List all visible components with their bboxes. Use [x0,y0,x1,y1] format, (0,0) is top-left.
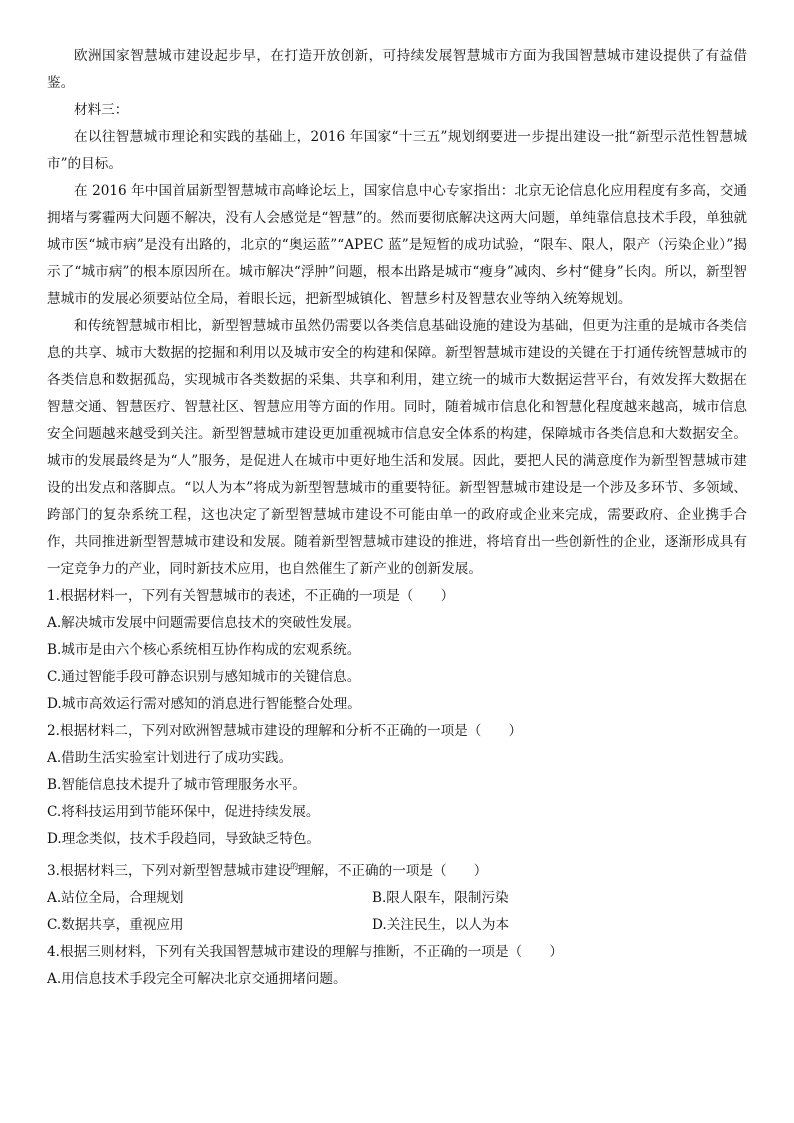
exam-page [47,43,747,993]
question-3-options-row-1 [47,885,747,912]
question-3-stem-before: 3.根据材料三，下列对新型智慧城市建设 [47,863,292,879]
question-4-stem: 4.根据三则材料，下列有关我国智慧城市建设的理解与推断，不正确的一项是（ ） [47,944,563,960]
question-3-option-a[interactable]: A.站位全局，合理规划 [47,890,184,906]
question-2-option-b[interactable]: B.智能信息技术提升了城市管理服务水平。 [47,777,306,793]
material-three-heading: 材料三： [74,102,129,118]
question-3-option-c[interactable]: C.数据共享，重视应用 [47,917,184,933]
question-2-stem: 2.根据材料二，下列对欧洲智慧城市建设的理解和分析不正确的一项是（ ） [47,723,523,739]
question-3-stem-after: 理解，不正确的一项是（ ） [297,863,488,879]
question-3-stem-superscript: 的 [290,862,299,871]
question-1 [47,583,747,718]
question-1-option-c[interactable]: C.通过智能手段可静态识别与感知城市的关键信息。 [47,669,361,685]
paragraph-new-smart-city: 和传统智慧城市相比，新型智慧城市虽然仍需要以各类信息基础设施的建设为基础，但更为注重的是城市各类信息的共享、城市大数据的挖掘和利用以及城市安全的构建和保障。新型智慧城市建设的关键在于打通传统智慧城市的各类信息和数据孤岛，实现城市各类数据的采集、共享和利用，建立统一的城市大数据运营平台，有效发挥大数据在智慧交通、智慧医疗、智慧社区、智慧应用等方面的作用。同时，随着城市信息化和智慧化程度越来越高，城市信息安全问题越来越受到关注。新型智慧城市建设更加重视城市信息安全体系的构建，保障城市各类信息和大数据安全。城市的发展最终是为“人”服务，是促进人在城市中更好地生活和发展。因此，要把人民的满意度作为新型智慧城市建设的出发点和落脚点。“以人为本”将成为新型智慧城市的重要特征。新型智慧城市建设是一个涉及多环节、多领域、跨部门的复杂系统工程，这也决定了新型智慧城市建设不可能由单一的政府或企业来完成，需要政府、企业携手合作，共同推进新型智慧城市建设和发展。随着新型智慧城市建设的推进，将培育出一些创新性的企业，逐渐形成具有一定竞争力的产业，同时新技术应用，也自然催生了新产业的创新发展。 [47,318,747,577]
question-3-options-row-2 [47,912,747,939]
question-2-option-d[interactable]: D.理念类似，技术手段趋同，导致缺乏特色。 [47,831,321,847]
question-3 [47,853,747,939]
paragraph-policy: 在以往智慧城市理论和实践的基础上，2016 年国家“十三五”规划纲要进一步提出建设一批“新型示范性智慧城市”的目标。 [47,129,747,172]
paragraph-expert-view: 在 2016 年中国首届新型智慧城市高峰论坛上，国家信息中心专家指出：北京无论信息化应用程度有多高，交通拥堵与雾霾两大问题不解决，没有人会感觉是“智慧”的。然而要彻底解决这两大问题，单纯靠信息技术手段，单独就城市医“城市病”是没有出路的，北京的“奥运蓝”“APEC 蓝”是短暂的成功试验，“限车、限人，限产（污染企业）”揭示了“城市病”的根本原因所在。城市解决“浮肿”问题，根本出路是城市“瘦身”减肉、乡村“健身”长肉。所以，新型智慧城市的发展必须要站位全局，着眼长远，把新型城镇化、智慧乡村及智慧农业等纳入统筹规划。 [47,183,747,307]
question-4-option-a[interactable]: A.用信息技术手段完全可解决北京交通拥堵问题。 [47,971,347,987]
question-2-option-a[interactable]: A.借助生活实验室计划进行了成功实践。 [47,750,293,766]
question-3-stem [47,853,747,885]
question-3-option-b[interactable]: B.限人限车，限制污染 [372,890,509,906]
paragraph-europe-summary: 欧洲国家智慧城市建设起步早，在打造开放创新，可持续发展智慧城市方面为我国智慧城市建设提供了有益借鉴。 [47,48,747,91]
question-1-option-a[interactable]: A.解决城市发展中问题需要信息技术的突破性发展。 [47,615,361,631]
question-1-option-b[interactable]: B.城市是由六个核心系统相互协作构成的宏观系统。 [47,642,361,658]
question-2 [47,718,747,853]
question-4 [47,939,747,993]
question-2-option-c[interactable]: C.将科技运用到节能环保中，促进持续发展。 [47,804,320,820]
question-1-option-d[interactable]: D.城市高效运行需对感知的消息进行智能整合处理。 [47,696,361,712]
question-3-option-d[interactable]: D.关注民生，以人为本 [372,917,510,933]
question-1-stem: 1.根据材料一，下列有关智慧城市的表述，不正确的一项是（ ） [47,588,455,604]
